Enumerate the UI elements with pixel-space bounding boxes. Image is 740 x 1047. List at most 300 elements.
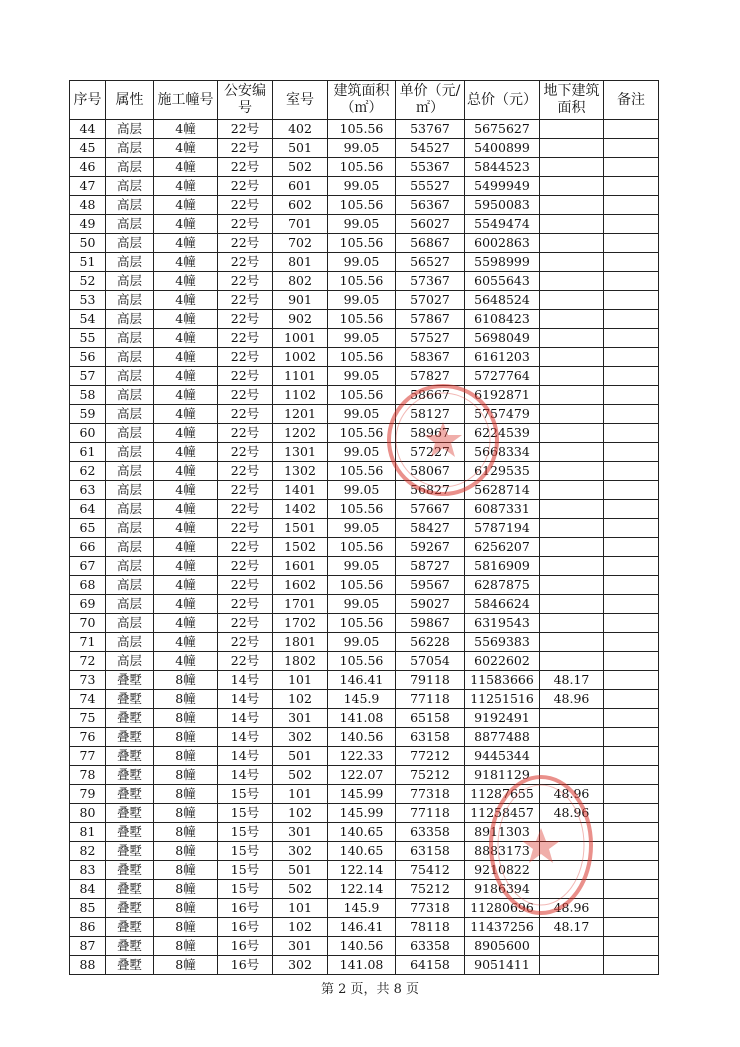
table-cell (604, 557, 659, 576)
table-cell: 75212 (396, 880, 465, 899)
table-row (70, 310, 659, 329)
table-cell: 高层 (106, 462, 154, 481)
table-cell (540, 500, 604, 519)
table-cell: 6224539 (465, 424, 540, 443)
table-cell: 52 (70, 272, 106, 291)
page-number-footer: 第 2 页，共 8 页 (320, 982, 420, 997)
table-cell (604, 690, 659, 709)
table-cell: 高层 (106, 234, 154, 253)
table-cell (604, 785, 659, 804)
table-cell: 53 (70, 291, 106, 310)
table-cell: 68 (70, 576, 106, 595)
table-cell: 88 (70, 956, 106, 975)
table-cell: 22号 (218, 272, 273, 291)
table-cell: 11287655 (465, 785, 540, 804)
table-cell: 84 (70, 880, 106, 899)
table-row (70, 424, 659, 443)
table-row (70, 557, 659, 576)
table-cell: 6319543 (465, 614, 540, 633)
table-cell: 72 (70, 652, 106, 671)
table-cell (540, 728, 604, 747)
table-cell: 5668334 (465, 443, 540, 462)
table-cell: 高层 (106, 386, 154, 405)
table-cell: 9051411 (465, 956, 540, 975)
table-row (70, 766, 659, 785)
table-cell: 47 (70, 177, 106, 196)
table-cell: 叠墅 (106, 880, 154, 899)
table-cell: 4幢 (154, 633, 218, 652)
table-cell: 高层 (106, 215, 154, 234)
table-cell: 74 (70, 690, 106, 709)
table-cell (604, 310, 659, 329)
table-cell: 22号 (218, 215, 273, 234)
table-cell: 105.56 (328, 424, 396, 443)
table-cell: 105.56 (328, 158, 396, 177)
table-cell: 58427 (396, 519, 465, 538)
table-cell: 71 (70, 633, 106, 652)
table-cell: 48 (70, 196, 106, 215)
table-cell: 5950083 (465, 196, 540, 215)
table-cell: 5844523 (465, 158, 540, 177)
table-cell: 63 (70, 481, 106, 500)
table-cell: 105.56 (328, 196, 396, 215)
table-cell: 50 (70, 234, 106, 253)
table-cell: 高层 (106, 291, 154, 310)
table-cell: 75 (70, 709, 106, 728)
table-cell: 101 (273, 785, 328, 804)
table-cell: 高层 (106, 177, 154, 196)
table-cell: 4幢 (154, 595, 218, 614)
table-cell: 601 (273, 177, 328, 196)
table-cell: 77212 (396, 747, 465, 766)
table-cell: 5499949 (465, 177, 540, 196)
table-row (70, 291, 659, 310)
table-cell: 61 (70, 443, 106, 462)
header-cell: 序号 (70, 81, 106, 120)
table-row (70, 709, 659, 728)
table-cell: 4幢 (154, 652, 218, 671)
table-cell: 78118 (396, 918, 465, 937)
header-cell: 备注 (604, 81, 659, 120)
table-cell: 57867 (396, 310, 465, 329)
table-cell: 58067 (396, 462, 465, 481)
table-cell: 1501 (273, 519, 328, 538)
table-cell: 高层 (106, 481, 154, 500)
table-cell (604, 443, 659, 462)
table-row (70, 386, 659, 405)
table-row (70, 842, 659, 861)
table-cell: 22号 (218, 443, 273, 462)
table-cell: 55367 (396, 158, 465, 177)
table-cell (540, 747, 604, 766)
table-row (70, 728, 659, 747)
table-cell: 22号 (218, 557, 273, 576)
table-cell: 22号 (218, 310, 273, 329)
table-cell (604, 386, 659, 405)
table-cell: 4幢 (154, 158, 218, 177)
table-cell: 高层 (106, 310, 154, 329)
table-cell: 105.56 (328, 500, 396, 519)
table-cell: 59 (70, 405, 106, 424)
table-cell: 5757479 (465, 405, 540, 424)
table-cell (540, 443, 604, 462)
header-row (70, 81, 659, 120)
table-cell: 64158 (396, 956, 465, 975)
table-cell: 105.56 (328, 462, 396, 481)
table-cell: 105.56 (328, 614, 396, 633)
table-cell: 63358 (396, 823, 465, 842)
table-body (70, 120, 659, 975)
table-cell (540, 557, 604, 576)
table-cell: 4幢 (154, 196, 218, 215)
table-cell: 14号 (218, 709, 273, 728)
table-cell: 145.99 (328, 785, 396, 804)
table-cell: 99.05 (328, 291, 396, 310)
table-cell: 高层 (106, 424, 154, 443)
table-cell (540, 272, 604, 291)
table-cell (604, 614, 659, 633)
table-cell: 8幢 (154, 880, 218, 899)
table-cell: 14号 (218, 747, 273, 766)
table-cell: 59267 (396, 538, 465, 557)
table-cell: 9445344 (465, 747, 540, 766)
table-cell: 51 (70, 253, 106, 272)
table-cell: 高层 (106, 367, 154, 386)
table-cell: 8幢 (154, 842, 218, 861)
table-row (70, 918, 659, 937)
table-cell: 15号 (218, 861, 273, 880)
table-cell: 59867 (396, 614, 465, 633)
table-cell: 8幢 (154, 728, 218, 747)
table-cell (604, 823, 659, 842)
table-cell: 55527 (396, 177, 465, 196)
table-cell: 102 (273, 804, 328, 823)
table-cell (540, 519, 604, 538)
table-cell: 902 (273, 310, 328, 329)
table-cell (540, 595, 604, 614)
table-row (70, 481, 659, 500)
table-cell: 502 (273, 880, 328, 899)
table-cell: 70 (70, 614, 106, 633)
table-cell: 高层 (106, 329, 154, 348)
table-cell: 高层 (106, 139, 154, 158)
table-cell: 702 (273, 234, 328, 253)
table-cell: 9210822 (465, 861, 540, 880)
table-cell: 58727 (396, 557, 465, 576)
table-cell: 58367 (396, 348, 465, 367)
table-cell (540, 291, 604, 310)
table-cell (604, 956, 659, 975)
table-cell: 15号 (218, 804, 273, 823)
table-cell: 63358 (396, 937, 465, 956)
table-cell (604, 500, 659, 519)
table-cell: 63158 (396, 842, 465, 861)
table-cell: 16号 (218, 899, 273, 918)
table-cell: 4幢 (154, 253, 218, 272)
table-cell: 501 (273, 747, 328, 766)
table-cell: 8883173 (465, 842, 540, 861)
table-row (70, 652, 659, 671)
table-cell: 86 (70, 918, 106, 937)
table-cell: 14号 (218, 766, 273, 785)
table-cell (604, 538, 659, 557)
table-cell (604, 158, 659, 177)
table-cell (540, 766, 604, 785)
table-cell: 4幢 (154, 386, 218, 405)
table-cell: 叠墅 (106, 747, 154, 766)
table-row (70, 747, 659, 766)
table-cell (604, 880, 659, 899)
table-cell: 5846624 (465, 595, 540, 614)
table-cell (540, 709, 604, 728)
table-cell: 15号 (218, 785, 273, 804)
table-cell: 1401 (273, 481, 328, 500)
table-cell: 146.41 (328, 671, 396, 690)
table-cell: 77318 (396, 899, 465, 918)
table-cell: 56367 (396, 196, 465, 215)
table-cell: 4幢 (154, 500, 218, 519)
table-cell: 高层 (106, 538, 154, 557)
table-cell (540, 823, 604, 842)
table-cell: 11583666 (465, 671, 540, 690)
table-row (70, 158, 659, 177)
table-cell: 122.07 (328, 766, 396, 785)
table-cell: 59567 (396, 576, 465, 595)
table-cell (604, 253, 659, 272)
table-cell (604, 519, 659, 538)
table-cell (540, 576, 604, 595)
table-row (70, 196, 659, 215)
table-cell: 56 (70, 348, 106, 367)
table-cell: 57027 (396, 291, 465, 310)
table-cell: 58127 (396, 405, 465, 424)
table-cell (604, 367, 659, 386)
table-cell (540, 386, 604, 405)
table-cell: 57827 (396, 367, 465, 386)
table-cell: 501 (273, 861, 328, 880)
table-cell: 22号 (218, 652, 273, 671)
table-cell: 15号 (218, 880, 273, 899)
table-cell: 5648524 (465, 291, 540, 310)
table-cell (540, 880, 604, 899)
table-cell: 高层 (106, 652, 154, 671)
table-cell: 602 (273, 196, 328, 215)
table-cell: 6087331 (465, 500, 540, 519)
table-cell: 140.65 (328, 823, 396, 842)
table-cell: 77118 (396, 804, 465, 823)
table-cell (540, 158, 604, 177)
table-cell: 302 (273, 728, 328, 747)
table-cell: 79 (70, 785, 106, 804)
table-cell: 73 (70, 671, 106, 690)
table-cell: 叠墅 (106, 766, 154, 785)
table-row (70, 614, 659, 633)
table-cell: 80 (70, 804, 106, 823)
table-cell: 82 (70, 842, 106, 861)
table-cell: 64 (70, 500, 106, 519)
table-cell: 99.05 (328, 139, 396, 158)
table-cell: 8幢 (154, 747, 218, 766)
table-cell (540, 405, 604, 424)
table-cell: 22号 (218, 462, 273, 481)
table-cell: 8幢 (154, 937, 218, 956)
table-cell: 87 (70, 937, 106, 956)
table-row (70, 139, 659, 158)
table-cell: 22号 (218, 386, 273, 405)
table-row (70, 215, 659, 234)
table-cell: 102 (273, 918, 328, 937)
table-cell: 4幢 (154, 177, 218, 196)
table-cell: 叠墅 (106, 728, 154, 747)
table-cell: 1801 (273, 633, 328, 652)
table-row (70, 462, 659, 481)
table-cell: 高层 (106, 196, 154, 215)
table-cell (604, 576, 659, 595)
table-cell: 48.96 (540, 899, 604, 918)
table-cell: 140.65 (328, 842, 396, 861)
table-row (70, 519, 659, 538)
table-cell: 4幢 (154, 576, 218, 595)
table-cell: 5400899 (465, 139, 540, 158)
table-cell: 高层 (106, 595, 154, 614)
table-cell: 高层 (106, 633, 154, 652)
table-cell: 105.56 (328, 538, 396, 557)
table-cell: 8877488 (465, 728, 540, 747)
table-cell: 5698049 (465, 329, 540, 348)
table-cell: 301 (273, 937, 328, 956)
table-cell (540, 861, 604, 880)
table-cell: 11437256 (465, 918, 540, 937)
table-cell: 140.56 (328, 728, 396, 747)
table-cell: 高层 (106, 272, 154, 291)
table-cell: 502 (273, 158, 328, 177)
table-cell: 5569383 (465, 633, 540, 652)
table-cell: 4幢 (154, 139, 218, 158)
table-cell: 11280696 (465, 899, 540, 918)
table-cell: 8幢 (154, 956, 218, 975)
table-cell: 501 (273, 139, 328, 158)
table-cell: 105.56 (328, 310, 396, 329)
table-cell: 6055643 (465, 272, 540, 291)
table-cell: 6256207 (465, 538, 540, 557)
table-cell: 高层 (106, 158, 154, 177)
table-cell: 105.56 (328, 348, 396, 367)
table-cell: 5598999 (465, 253, 540, 272)
table-cell: 22号 (218, 348, 273, 367)
table-row (70, 633, 659, 652)
table-cell: 22号 (218, 576, 273, 595)
table-cell: 145.99 (328, 804, 396, 823)
table-cell: 57 (70, 367, 106, 386)
table-cell: 62 (70, 462, 106, 481)
table-cell: 140.56 (328, 937, 396, 956)
table-cell: 81 (70, 823, 106, 842)
table-cell: 99.05 (328, 177, 396, 196)
table-cell: 高层 (106, 120, 154, 139)
table-row (70, 899, 659, 918)
table-cell: 58 (70, 386, 106, 405)
table-cell: 9181129 (465, 766, 540, 785)
table-cell: 4幢 (154, 405, 218, 424)
table-cell (540, 329, 604, 348)
table-cell (540, 538, 604, 557)
table-cell: 99.05 (328, 367, 396, 386)
table-row (70, 443, 659, 462)
table-cell: 85 (70, 899, 106, 918)
table-cell: 叠墅 (106, 861, 154, 880)
table-cell: 105.56 (328, 272, 396, 291)
table-cell: 高层 (106, 519, 154, 538)
table-cell (540, 120, 604, 139)
header-cell: 施工幢号 (154, 81, 218, 120)
table-cell: 叠墅 (106, 785, 154, 804)
table-cell: 49 (70, 215, 106, 234)
table-row (70, 880, 659, 899)
table-cell: 22号 (218, 405, 273, 424)
table-cell: 4幢 (154, 367, 218, 386)
table-cell: 叠墅 (106, 918, 154, 937)
table-cell: 58967 (396, 424, 465, 443)
table-cell: 高层 (106, 443, 154, 462)
table-cell: 5628714 (465, 481, 540, 500)
table-cell: 1702 (273, 614, 328, 633)
table-cell: 1302 (273, 462, 328, 481)
table-cell: 99.05 (328, 595, 396, 614)
table-row (70, 253, 659, 272)
table-cell: 141.08 (328, 956, 396, 975)
table-cell: 22号 (218, 329, 273, 348)
table-cell: 4幢 (154, 272, 218, 291)
table-cell: 78 (70, 766, 106, 785)
table-row (70, 272, 659, 291)
table-cell: 22号 (218, 291, 273, 310)
table-cell: 叠墅 (106, 956, 154, 975)
table-cell: 5675627 (465, 120, 540, 139)
table-cell: 22号 (218, 253, 273, 272)
table-cell: 高层 (106, 576, 154, 595)
table-cell: 65 (70, 519, 106, 538)
table-cell: 105.56 (328, 120, 396, 139)
table-cell: 4幢 (154, 481, 218, 500)
table-cell: 6129535 (465, 462, 540, 481)
table-row (70, 804, 659, 823)
table-row (70, 538, 659, 557)
table-cell: 54527 (396, 139, 465, 158)
table-cell: 122.33 (328, 747, 396, 766)
table-cell: 15号 (218, 842, 273, 861)
table-cell: 4幢 (154, 310, 218, 329)
table-cell: 4幢 (154, 215, 218, 234)
table-cell (540, 652, 604, 671)
table-cell: 102 (273, 690, 328, 709)
price-table (69, 80, 659, 975)
table-cell: 66 (70, 538, 106, 557)
table-cell: 高层 (106, 614, 154, 633)
table-cell: 1002 (273, 348, 328, 367)
table-cell: 4幢 (154, 614, 218, 633)
table-cell: 105.56 (328, 576, 396, 595)
table-cell (604, 804, 659, 823)
header-cell: 总价（元） (465, 81, 540, 120)
header-cell: 属性 (106, 81, 154, 120)
table-row (70, 177, 659, 196)
table-cell: 76 (70, 728, 106, 747)
table-cell: 55 (70, 329, 106, 348)
table-cell (604, 633, 659, 652)
header-cell: 建筑面积（㎡） (328, 81, 396, 120)
table-cell (604, 405, 659, 424)
table-cell: 99.05 (328, 443, 396, 462)
